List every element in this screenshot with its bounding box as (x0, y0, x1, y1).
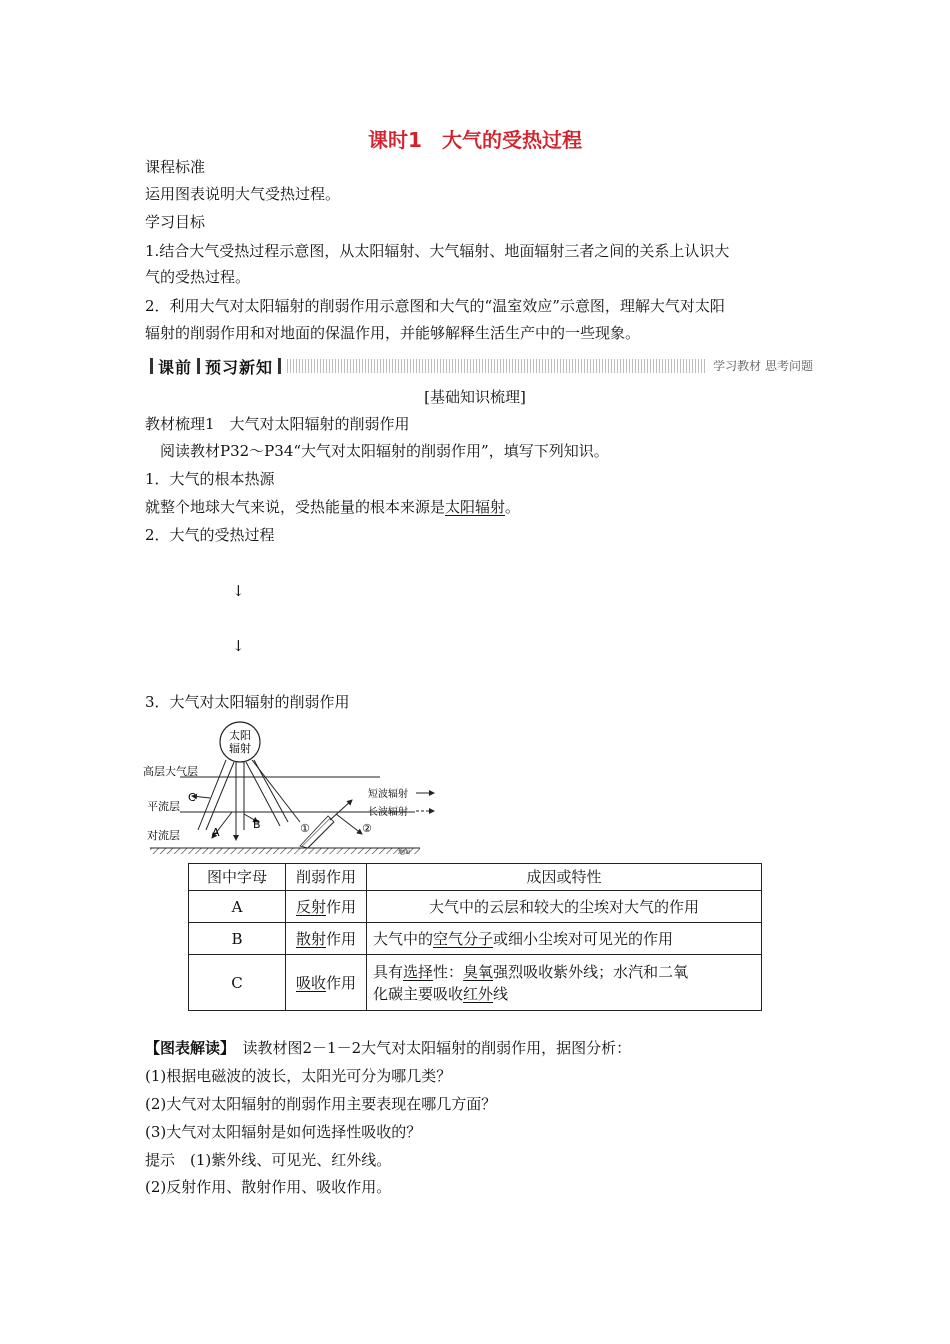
desc-answer: 臭氧 (463, 962, 494, 981)
table-cell-letter: B (189, 923, 286, 955)
effect-suffix: 作用 (326, 929, 357, 948)
desc-part: 性： (433, 962, 464, 981)
standard-text: 运用图表说明大气受热过程。 (145, 185, 341, 203)
effect-suffix: 作用 (326, 897, 357, 916)
desc-line-2 (373, 983, 755, 1005)
goal2-line2: 辐射的削弱作用和对地面的保温作用，并能够解释生活生产中的一些现象。 (145, 324, 641, 342)
table-cell-letter: C (189, 955, 286, 1011)
standard-heading: 课程标准 (145, 158, 206, 176)
table-cell-effect (286, 891, 367, 923)
table-header-cell: 成因或特性 (367, 864, 762, 891)
item2-heading: 2．大气的受热过程 (145, 526, 275, 544)
table-cell-desc (367, 955, 762, 1011)
desc-answer: 选择 (403, 962, 434, 981)
diagram-label-b: B (253, 818, 261, 831)
banner-subtitle: 学习教材 思考问题 (705, 355, 817, 377)
desc-part: 强烈吸收紫外线；水汽和二氧 (493, 962, 689, 981)
question-2: (2)大气对太阳辐射的削弱作用主要表现在哪几方面？ (145, 1095, 497, 1113)
desc-part: 大气中的 (373, 929, 434, 948)
desc-answer: 红外 (463, 984, 494, 1003)
attenuation-table (188, 863, 762, 1011)
effect-answer: 散射 (295, 929, 326, 948)
table-row (189, 891, 762, 923)
banner-title-b: 预习新知 (205, 357, 274, 377)
item1-text (145, 497, 520, 517)
table-cell-effect (286, 955, 367, 1011)
table-header-row (189, 864, 762, 891)
goal2-line1: 2．利用大气对太阳辐射的削弱作用示意图和大气的“温室效应”示意图，理解大气对太阳 (145, 297, 725, 315)
desc-answer: 空气分子 (433, 929, 494, 948)
desc-part: 或细小尘埃对可见光的作用 (493, 929, 674, 948)
hint-line-1: 提示 (1)紫外线、可见光、红外线。 (145, 1151, 392, 1169)
item1-text-post: 。 (505, 498, 521, 516)
effect-answer: 吸收 (295, 973, 326, 992)
item1-text-pre: 就整个地球大气来说，受热能量的根本来源是 (145, 498, 446, 516)
table-cell-desc: 大气中的云层和较大的尘埃对大气的作用 (367, 891, 762, 923)
effect-answer: 反射 (295, 897, 326, 916)
lesson-title: 课时1 大气的受热过程 (368, 128, 582, 152)
ground-label: 地面 (398, 849, 411, 856)
banner-title (145, 355, 286, 377)
analysis-label: 【图表解读】 (145, 1039, 228, 1057)
analysis-text: 读教材图2－1－2大气对太阳辐射的削弱作用，据图分析： (227, 1039, 632, 1057)
layer-trop-label: 对流层 (147, 829, 180, 842)
flow-arrow-2: ↓ (232, 637, 245, 655)
hint-line-2: (2)反射作用、散射作用、吸收作用。 (145, 1178, 392, 1196)
table-header-cell: 图中字母 (189, 864, 286, 891)
section-banner (145, 355, 817, 377)
item3-heading: 3．大气对太阳辐射的削弱作用 (145, 693, 350, 711)
basics-heading: [基础知识梳理] (424, 388, 526, 406)
banner-title-a: 课前 (158, 357, 193, 377)
question-3: (3)大气对太阳辐射是如何选择性吸收的？ (145, 1123, 422, 1141)
goals-heading: 学习目标 (145, 213, 206, 231)
table-cell-desc (367, 923, 762, 955)
diagram-label-a: A (212, 826, 220, 839)
diagram-circle-1: ① (300, 822, 310, 835)
attenuation-diagram (140, 718, 440, 858)
diagram-label-c: C (188, 791, 196, 804)
item1-heading: 1．大气的根本热源 (145, 470, 275, 488)
desc-line-1 (373, 961, 755, 983)
analysis-line (145, 1038, 631, 1058)
sun-label-2: 辐射 (229, 742, 251, 755)
table-cell-effect (286, 923, 367, 955)
desc-part: 化碳主要吸收 (373, 984, 464, 1003)
item1-answer: 太阳辐射 (445, 498, 506, 516)
desc-part: 具有 (373, 962, 404, 981)
table-row (189, 923, 762, 955)
read-instruction: 阅读教材P32～P34“大气对太阳辐射的削弱作用”，填写下列知识。 (160, 442, 609, 460)
question-1: (1)根据电磁波的波长，太阳光可分为哪几类？ (145, 1067, 452, 1085)
short-wave-label: 短波辐射 (368, 789, 408, 800)
goal1-line1: 1.结合大气受热过程示意图，从太阳辐射、大气辐射、地面辐射三者之间的关系上认识大 (145, 242, 730, 260)
table-header-cell: 削弱作用 (286, 864, 367, 891)
goal1-line2: 气的受热过程。 (145, 268, 251, 286)
diagram-circle-2: ② (362, 822, 372, 835)
long-wave-label: 长波辐射 (368, 807, 408, 818)
layer-strat-label: 平流层 (147, 800, 180, 813)
desc-part: 线 (493, 984, 509, 1003)
table-cell-letter: A (189, 891, 286, 923)
sort1-heading: 教材梳理1 大气对太阳辐射的削弱作用 (145, 415, 410, 433)
sun-label-1: 太阳 (229, 729, 251, 742)
layer-high-label: 高层大气层 (143, 765, 198, 778)
effect-suffix: 作用 (326, 973, 357, 992)
table-row (189, 955, 762, 1011)
flow-arrow-1: ↓ (232, 582, 245, 600)
